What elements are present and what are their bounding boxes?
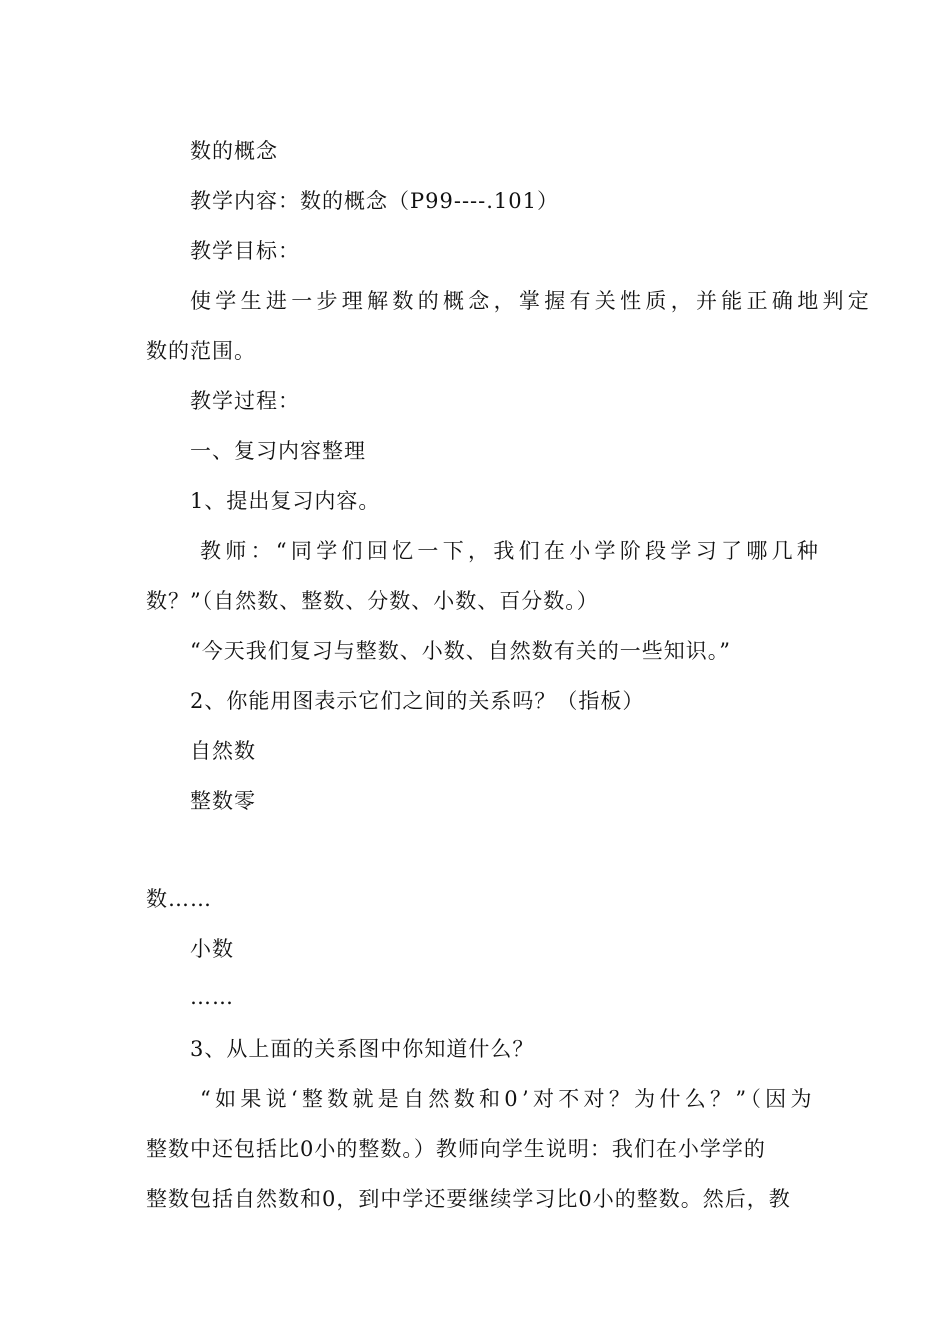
question-text-2: 整数中还包括比0小的整数。）教师向学生说明：我们在小学学的 <box>146 1137 766 1161</box>
step-3: 3、从上面的关系图中你知道什么？ <box>190 1037 535 1061</box>
diagram-decimals: 小数 <box>190 937 234 961</box>
question-text-1: “如果说‘整数就是自然数和0’对不对？为什么？”（因为 <box>200 1087 816 1111</box>
teaching-goal-text-1: 使学生进一步理解数的概念，掌握有关性质，并能正确地判定 <box>190 289 874 313</box>
teacher-statement: “今天我们复习与整数、小数、自然数有关的一些知识。” <box>190 639 731 663</box>
step-1: 1、提出复习内容。 <box>190 489 381 513</box>
teacher-question-1: 教师：“同学们回忆一下，我们在小学阶段学习了哪几种 <box>200 539 823 563</box>
teaching-process-heading: 教学过程： <box>190 389 300 413</box>
diagram-integers-zero: 整数零 <box>190 789 256 813</box>
teaching-goal-heading: 教学目标： <box>190 239 300 263</box>
doc-title: 数的概念 <box>190 139 278 163</box>
teaching-goal-text-2: 数的范围。 <box>146 339 256 363</box>
teacher-question-2: 数？”（自然数、整数、分数、小数、百分数。） <box>146 589 599 613</box>
diagram-natural-numbers: 自然数 <box>190 739 256 763</box>
diagram-numbers: 数…… <box>146 887 212 911</box>
question-text-3: 整数包括自然数和0，到中学还要继续学习比0小的整数。然后，教 <box>146 1187 791 1211</box>
step-2: 2、你能用图表示它们之间的关系吗？（指板） <box>190 689 645 713</box>
section-heading-1: 一、复习内容整理 <box>190 439 366 463</box>
diagram-ellipsis: …… <box>190 985 234 1009</box>
teaching-content: 教学内容：数的概念（P99----.101） <box>190 189 559 213</box>
